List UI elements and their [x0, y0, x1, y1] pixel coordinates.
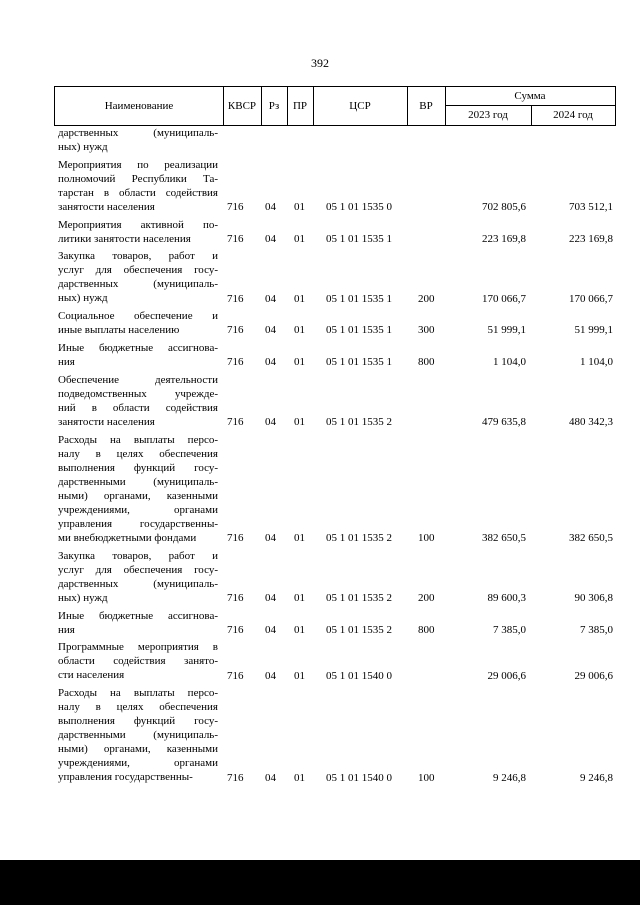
row-name: Иные бюджетные ассигнова- ния: [58, 609, 218, 636]
header-pr: ПР: [292, 100, 308, 112]
row-sum-2024: 51 999,1: [574, 324, 613, 337]
row-csr: 05 1 01 1540 0: [326, 771, 392, 784]
table-row: [54, 309, 616, 337]
row-kvsr: 716: [227, 532, 244, 545]
table-row: [54, 373, 616, 429]
row-name: Обеспечение деятельности подведомственных учрежде- ний в области содействия занятости населения: [58, 373, 218, 428]
table-row: [54, 609, 616, 637]
row-sum-2023: 7 385,0: [493, 623, 526, 636]
row-pr: 01: [294, 201, 305, 214]
table-row: [54, 249, 616, 305]
row-sum-2024: 29 006,6: [574, 669, 613, 682]
row-csr: 05 1 01 1535 2: [326, 623, 392, 636]
row-csr: 05 1 01 1535 2: [326, 415, 392, 428]
row-name: Социальное обеспечение и иные выплаты населению: [58, 310, 218, 337]
row-rz: 04: [265, 592, 276, 605]
row-pr: 01: [294, 771, 305, 784]
row-name: Мероприятия активной по- литики занятости населения: [58, 218, 218, 245]
header-name: Наименование: [104, 100, 174, 112]
row-pr: 01: [294, 532, 305, 545]
row-sum-2023: 170 066,7: [482, 292, 526, 305]
row-name: дарственных (муниципаль- ных) нужд: [58, 127, 218, 153]
row-kvsr: 716: [227, 356, 244, 369]
row-csr: 05 1 01 1535 2: [326, 592, 392, 605]
header-kvsr: КВСР: [227, 100, 257, 112]
row-name: Иные бюджетные ассигнова- ния: [58, 341, 218, 368]
row-rz: 04: [265, 356, 276, 369]
table-row: [54, 433, 616, 546]
row-kvsr: 716: [227, 592, 244, 605]
scan-edge: [0, 860, 640, 905]
table-row: [54, 640, 616, 682]
row-csr: 05 1 01 1535 1: [326, 292, 392, 305]
header-vr: ВР: [419, 100, 433, 112]
row-sum-2023: 51 999,1: [487, 324, 526, 337]
row-rz: 04: [265, 669, 276, 682]
row-rz: 04: [265, 324, 276, 337]
row-vr: 800: [418, 356, 435, 369]
row-rz: 04: [265, 292, 276, 305]
row-csr: 05 1 01 1535 1: [326, 324, 392, 337]
row-kvsr: 716: [227, 324, 244, 337]
row-sum-2023: 89 600,3: [487, 592, 526, 605]
header-csr: ЦСР: [349, 100, 371, 112]
row-rz: 04: [265, 201, 276, 214]
row-rz: 04: [265, 532, 276, 545]
table-row: [54, 218, 616, 246]
row-sum-2024: 170 066,7: [569, 292, 613, 305]
table-row: [54, 341, 616, 369]
row-vr: 800: [418, 623, 435, 636]
row-kvsr: 716: [227, 669, 244, 682]
header-year-2024: 2024 год: [553, 109, 593, 121]
row-pr: 01: [294, 669, 305, 682]
header-summa: Сумма: [514, 90, 546, 102]
row-vr: 100: [418, 532, 435, 545]
row-rz: 04: [265, 232, 276, 245]
table-row: [54, 549, 616, 605]
row-kvsr: 716: [227, 415, 244, 428]
row-sum-2023: 29 006,6: [487, 669, 526, 682]
row-csr: 05 1 01 1535 2: [326, 532, 392, 545]
row-name: Расходы на выплаты персо- налу в целях обеспечения выполнения функций госу- дарственными (муниципаль- ными) органами, казенными учреждениями, органами управления государственны-: [58, 687, 218, 784]
row-kvsr: 716: [227, 771, 244, 784]
row-sum-2024: 480 342,3: [569, 415, 613, 428]
row-sum-2024: 703 512,1: [569, 201, 613, 214]
row-sum-2023: 1 104,0: [493, 356, 526, 369]
page-number: 392: [311, 56, 329, 70]
row-sum-2024: 223 169,8: [569, 232, 613, 245]
row-kvsr: 716: [227, 201, 244, 214]
row-pr: 01: [294, 592, 305, 605]
row-csr: 05 1 01 1535 0: [326, 201, 392, 214]
row-sum-2023: 9 246,8: [493, 771, 526, 784]
row-sum-2023: 479 635,8: [482, 415, 526, 428]
row-pr: 01: [294, 415, 305, 428]
row-pr: 01: [294, 292, 305, 305]
table-header: [54, 86, 616, 126]
row-vr: 200: [418, 292, 435, 305]
row-rz: 04: [265, 771, 276, 784]
row-kvsr: 716: [227, 292, 244, 305]
row-sum-2024: 1 104,0: [580, 356, 613, 369]
row-csr: 05 1 01 1535 1: [326, 232, 392, 245]
row-sum-2024: 382 650,5: [569, 532, 613, 545]
row-sum-2024: 9 246,8: [580, 771, 613, 784]
header-year-2023: 2023 год: [468, 109, 508, 121]
row-rz: 04: [265, 415, 276, 428]
row-sum-2023: 382 650,5: [482, 532, 526, 545]
row-kvsr: 716: [227, 623, 244, 636]
row-pr: 01: [294, 324, 305, 337]
row-name: Закупка товаров, работ и услуг для обеспечения госу- дарственных (муниципаль- ных) нужд: [58, 250, 218, 305]
row-pr: 01: [294, 356, 305, 369]
row-name: Мероприятия по реализации полномочий Республики Та- тарстан в области содействия занятости населения: [58, 158, 218, 213]
row-csr: 05 1 01 1535 1: [326, 356, 392, 369]
row-sum-2024: 7 385,0: [580, 623, 613, 636]
row-name: Закупка товаров, работ и услуг для обеспечения госу- дарственных (муниципаль- ных) нужд: [58, 549, 218, 604]
row-vr: 100: [418, 771, 435, 784]
row-pr: 01: [294, 623, 305, 636]
row-sum-2024: 90 306,8: [574, 592, 613, 605]
row-vr: 300: [418, 324, 435, 337]
header-rz: Рз: [268, 100, 280, 112]
table-row: [54, 686, 616, 785]
row-rz: 04: [265, 623, 276, 636]
row-pr: 01: [294, 232, 305, 245]
table-row: [54, 126, 616, 154]
row-kvsr: 716: [227, 232, 244, 245]
row-vr: 200: [418, 592, 435, 605]
row-name: Расходы на выплаты персо- налу в целях обеспечения выполнения функций госу- дарственными (муниципаль- ными) органами, казенными учреждениями, органами управления государственны- ми внебюджетными фондами: [58, 433, 218, 544]
row-name: Программные мероприятия в области содействия занято- сти населения: [58, 641, 218, 682]
row-csr: 05 1 01 1540 0: [326, 669, 392, 682]
row-sum-2023: 223 169,8: [482, 232, 526, 245]
table-row: [54, 158, 616, 214]
row-sum-2023: 702 805,6: [482, 201, 526, 214]
